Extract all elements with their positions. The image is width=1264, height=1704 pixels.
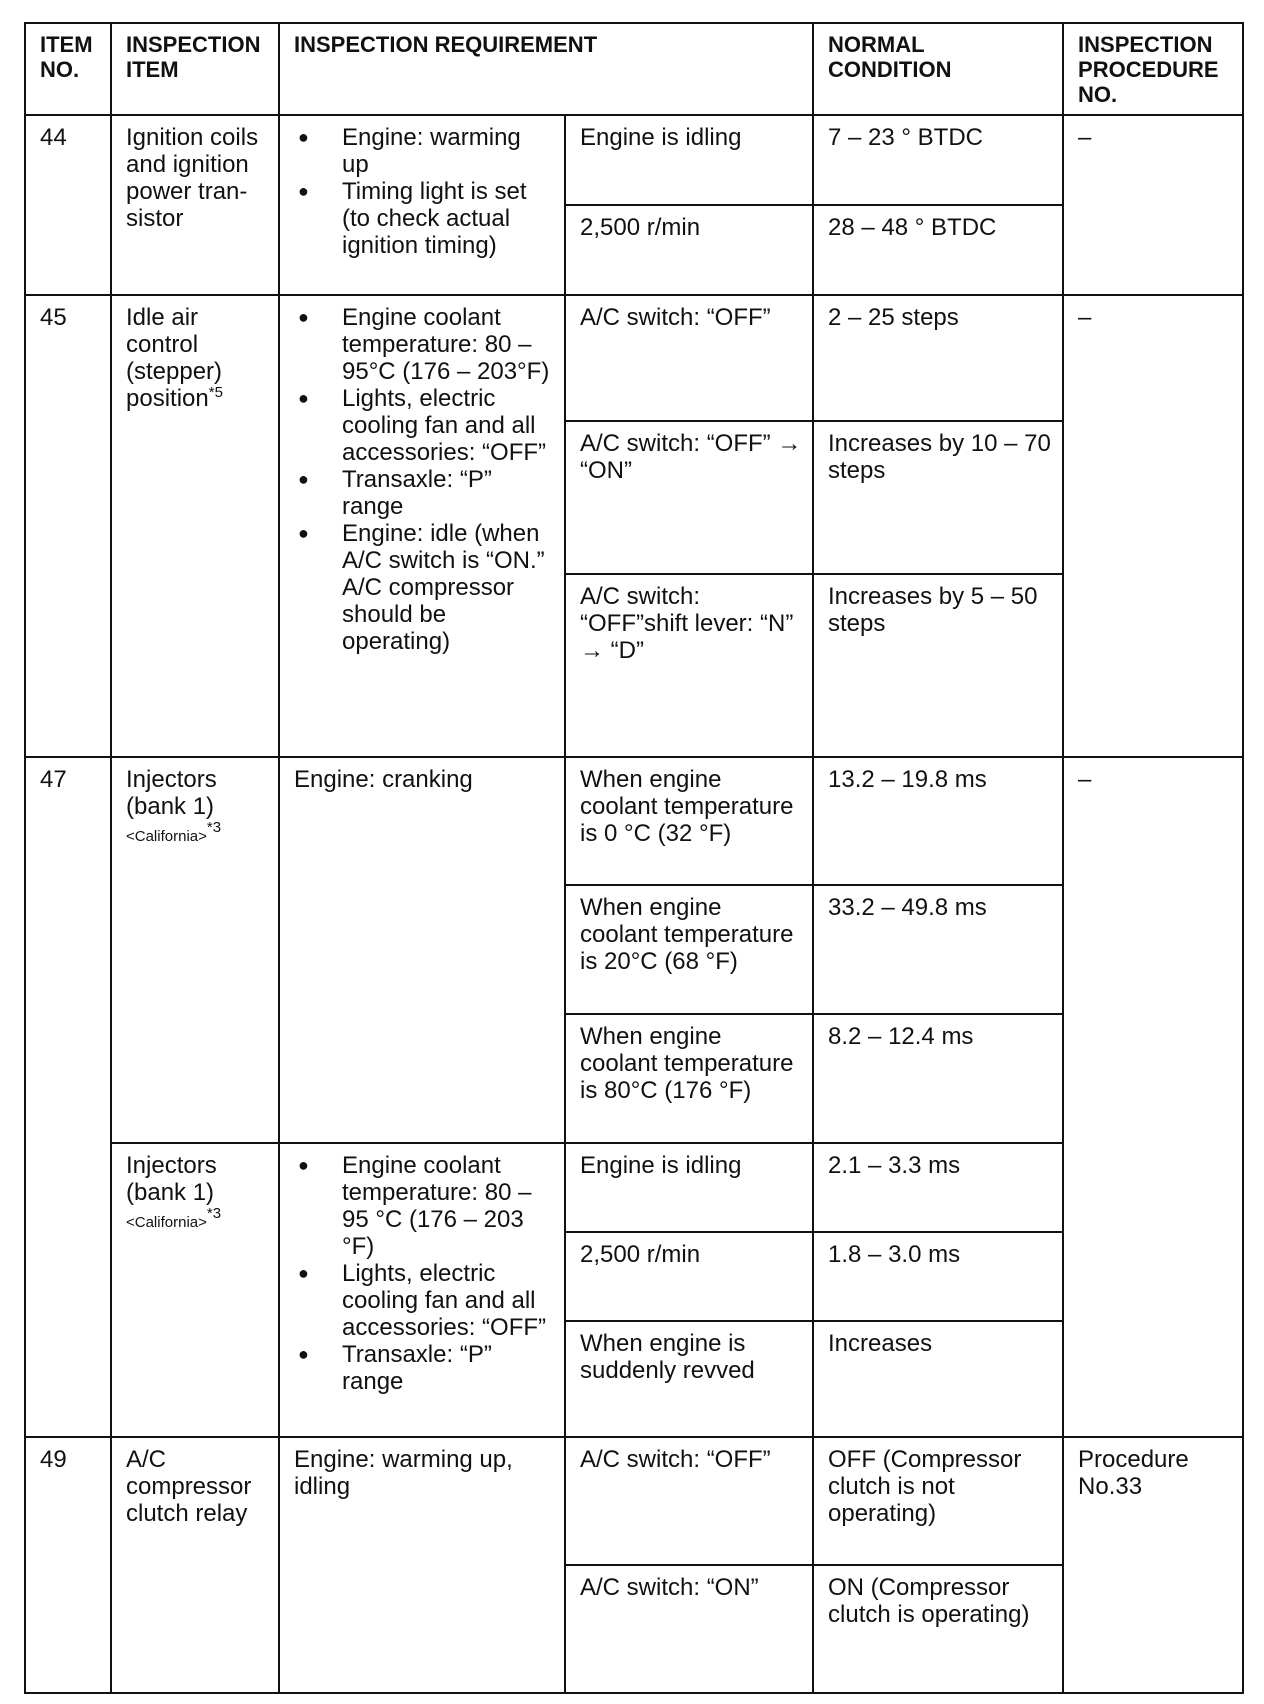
procedure-cell: – bbox=[1063, 295, 1243, 757]
header-procedure-no: INSPECTION PROCEDURE NO. bbox=[1063, 23, 1243, 115]
procedure-cell: – bbox=[1063, 115, 1243, 295]
footnote-mark: *3 bbox=[206, 819, 222, 836]
normal-condition-cell: 8.2 – 12.4 ms bbox=[813, 1014, 1063, 1143]
inspection-item-text: Injectors (bank 1) bbox=[126, 1152, 217, 1206]
condition-cell: When engine coolant temperature is 80°C (176 °F) bbox=[565, 1014, 813, 1143]
normal-condition-cell: Increases bbox=[813, 1321, 1063, 1437]
condition-cell: When engine coolant temperature is 20°C (68 °F) bbox=[565, 885, 813, 1014]
normal-condition-cell: Increases by 10 – 70 steps bbox=[813, 421, 1063, 574]
normal-condition-cell: 7 – 23 ° BTDC bbox=[813, 115, 1063, 205]
footnote-mark: *3 bbox=[206, 1205, 222, 1222]
requirement-cell: Engine: warming up, idling bbox=[279, 1437, 565, 1693]
table-row bbox=[25, 1437, 1243, 1565]
condition-cell: A/C switch: “OFF” bbox=[565, 295, 813, 421]
table-row bbox=[25, 295, 1243, 421]
requirement-item: ● Engine: idle (when A/C switch is “ON.” A/C compressor should be operating) bbox=[294, 520, 554, 655]
variant-note: <California> bbox=[126, 1214, 207, 1231]
header-normal-condition: NORMAL CONDITION bbox=[813, 23, 1063, 115]
variant-note: <California> bbox=[126, 828, 207, 845]
normal-condition-cell: OFF (Compressor clutch is not operating) bbox=[813, 1437, 1063, 1565]
condition-cell: When engine is suddenly revved bbox=[565, 1321, 813, 1437]
requirement-cell: Engine: cranking bbox=[279, 757, 565, 1143]
requirement-item: ● Transaxle: “P” range bbox=[294, 1341, 554, 1395]
inspection-item-cell: A/C compressor clutch relay bbox=[111, 1437, 279, 1693]
procedure-cell: – bbox=[1063, 757, 1243, 1437]
header-inspection-item: INSPECTION ITEM bbox=[111, 23, 279, 115]
normal-condition-cell: 28 – 48 ° BTDC bbox=[813, 205, 1063, 295]
requirement-item: ● Transaxle: “P” range bbox=[294, 466, 554, 520]
footnote-mark: *5 bbox=[208, 384, 223, 401]
requirement-list bbox=[294, 124, 554, 259]
requirement-cell bbox=[279, 1143, 565, 1437]
procedure-cell: Procedure No.33 bbox=[1063, 1437, 1243, 1693]
item-no-cell: 44 bbox=[25, 115, 111, 295]
requirement-item: ● Timing light is set (to check actual ignition timing) bbox=[294, 178, 554, 259]
condition-cell: A/C switch: “ON” bbox=[565, 1565, 813, 1693]
header-item-no: ITEM NO. bbox=[25, 23, 111, 115]
header-row bbox=[25, 23, 1243, 115]
item-no-cell: 49 bbox=[25, 1437, 111, 1693]
table-row bbox=[25, 115, 1243, 205]
normal-condition-cell: ON (Compressor clutch is operating) bbox=[813, 1565, 1063, 1693]
item-no-cell: 47 bbox=[25, 757, 111, 1437]
normal-condition-cell: 33.2 – 49.8 ms bbox=[813, 885, 1063, 1014]
condition-cell: Engine is idling bbox=[565, 115, 813, 205]
normal-condition-cell: 2.1 – 3.3 ms bbox=[813, 1143, 1063, 1232]
requirement-cell bbox=[279, 295, 565, 757]
inspection-item-cell bbox=[111, 1143, 279, 1437]
requirement-item: ● Engine coolant temperature: 80 – 95°C (176 – 203°F) bbox=[294, 304, 554, 385]
table-row bbox=[25, 757, 1243, 885]
requirement-item: ● Engine coolant temperature: 80 – 95 °C (176 – 203 °F) bbox=[294, 1152, 554, 1260]
condition-cell: 2,500 r/min bbox=[565, 1232, 813, 1321]
inspection-item-cell: Ignition coils and ignition power tran-sistor bbox=[111, 115, 279, 295]
inspection-item-text: Injectors (bank 1) bbox=[126, 766, 217, 820]
requirement-list bbox=[294, 1152, 554, 1395]
normal-condition-cell: 1.8 – 3.0 ms bbox=[813, 1232, 1063, 1321]
requirement-item: ● Lights, electric cooling fan and all accessories: “OFF” bbox=[294, 1260, 554, 1341]
normal-condition-cell: 13.2 – 19.8 ms bbox=[813, 757, 1063, 885]
condition-cell: When engine coolant temperature is 0 °C (32 °F) bbox=[565, 757, 813, 885]
normal-condition-cell: Increases by 5 – 50 steps bbox=[813, 574, 1063, 757]
condition-cell: A/C switch: “OFF” → “ON” bbox=[565, 421, 813, 574]
requirement-cell bbox=[279, 115, 565, 295]
table-row bbox=[25, 1143, 1243, 1232]
inspection-table bbox=[24, 22, 1244, 1694]
requirement-list bbox=[294, 304, 554, 655]
inspection-item-text: Idle air control (stepper) position bbox=[126, 304, 223, 412]
condition-cell: 2,500 r/min bbox=[565, 205, 813, 295]
condition-cell: Engine is idling bbox=[565, 1143, 813, 1232]
inspection-item-cell bbox=[111, 757, 279, 1143]
requirement-item: ● Lights, electric cooling fan and all accessories: “OFF” bbox=[294, 385, 554, 466]
normal-condition-cell: 2 – 25 steps bbox=[813, 295, 1063, 421]
condition-cell: A/C switch: “OFF” bbox=[565, 1437, 813, 1565]
condition-cell: A/C switch: “OFF”shift lever: “N” → “D” bbox=[565, 574, 813, 757]
inspection-item-cell bbox=[111, 295, 279, 757]
requirement-item: ● Engine: warming up bbox=[294, 124, 554, 178]
item-no-cell: 45 bbox=[25, 295, 111, 757]
header-inspection-requirement: INSPECTION REQUIREMENT bbox=[279, 23, 813, 115]
